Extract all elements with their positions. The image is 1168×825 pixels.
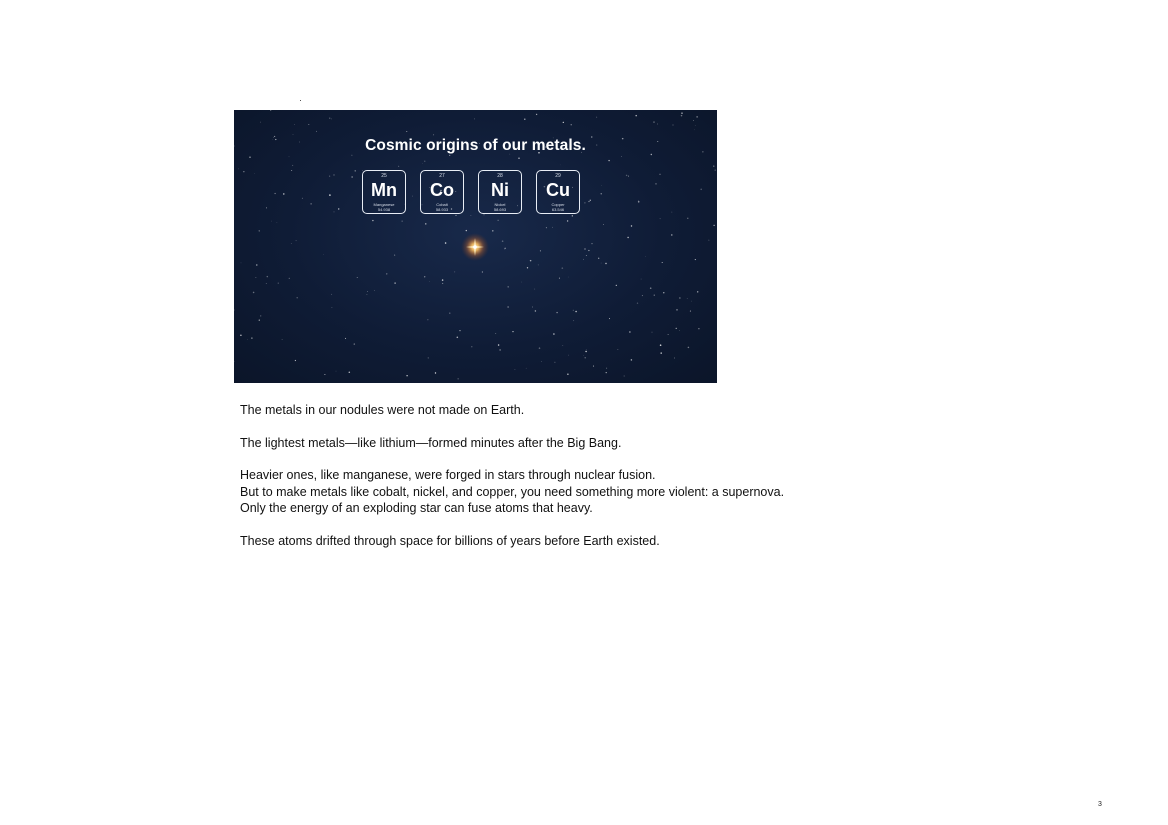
star-dot (695, 259, 696, 260)
star-dot (289, 278, 290, 279)
star-dot (653, 121, 654, 122)
notes-paragraph: Only the energy of an exploding star can fuse atoms that heavy. (240, 501, 593, 515)
star-dot (283, 193, 284, 194)
star-dot (471, 346, 472, 347)
atomic-number: 27 (439, 173, 445, 179)
star-dot (474, 119, 475, 120)
star-dot (238, 169, 239, 170)
star-dot (660, 352, 661, 353)
star-dot (308, 124, 309, 125)
star-dot (256, 277, 257, 278)
element-tiles (362, 170, 580, 214)
star-dot (266, 283, 267, 284)
star-dot (583, 355, 584, 356)
star-dot (554, 362, 555, 363)
speaker-notes (240, 402, 940, 549)
star-dot (637, 303, 638, 304)
star-dot (609, 318, 610, 319)
star-dot (642, 295, 643, 296)
star-dot (709, 240, 710, 241)
star-dot (471, 215, 472, 216)
star-dot (234, 310, 235, 311)
star-dot (573, 320, 574, 321)
star-dot (295, 360, 296, 361)
star-dot (267, 276, 268, 277)
star-dot (278, 283, 279, 284)
star-dot (331, 307, 332, 308)
star-dot (654, 295, 655, 296)
star-dot (713, 225, 714, 226)
star-dot (524, 119, 525, 120)
star-dot (645, 257, 646, 258)
star-dot (638, 200, 639, 201)
star-dot (427, 319, 428, 320)
star-dot (663, 292, 664, 293)
star-dot (567, 373, 568, 374)
page-number: 3 (1098, 801, 1102, 808)
star-dot (243, 171, 244, 172)
notes-paragraph: These atoms drifted through space for billions of years before Earth existed. (240, 533, 660, 548)
star-dot (681, 112, 683, 114)
star-dot (333, 174, 334, 175)
star-dot (635, 115, 637, 117)
star-dot (354, 343, 355, 344)
star-dot (563, 122, 564, 123)
star-dot (572, 215, 573, 216)
star-dot (591, 243, 592, 244)
star-dot (694, 129, 695, 130)
star-dot (584, 202, 585, 203)
star-dot (260, 122, 261, 123)
element-name: Manganese (373, 202, 395, 207)
star-dot (256, 264, 257, 265)
star-dot (398, 166, 399, 167)
star-dot (457, 337, 459, 339)
star-dot (459, 330, 460, 331)
star-dot (249, 157, 250, 158)
atomic-number: 28 (497, 173, 503, 179)
star-dot (291, 170, 292, 171)
star-dot (514, 369, 515, 370)
star-dot (499, 349, 500, 350)
star-dot (567, 220, 568, 221)
star-dot (575, 311, 577, 313)
star-dot (402, 221, 403, 222)
star-dot (681, 115, 683, 117)
star-dot (345, 338, 346, 339)
star-dot (695, 125, 696, 126)
supernova-star-icon (460, 232, 490, 262)
star-dot (296, 240, 297, 241)
star-dot (289, 156, 290, 157)
star-dot (596, 117, 597, 118)
star-dot (455, 215, 456, 216)
star-dot (535, 289, 536, 290)
star-dot (483, 214, 484, 215)
star-dot (498, 344, 500, 346)
star-dot (624, 376, 625, 377)
atomic-mass: 54.938 (377, 206, 391, 212)
star-dot (584, 248, 585, 249)
star-dot (601, 185, 602, 186)
star-dot (334, 212, 335, 213)
notes-paragraph: The lightest metals—like lithium—formed minutes after the Big Bang. (240, 435, 622, 450)
star-dot (424, 161, 425, 162)
stray-dot (300, 100, 301, 101)
star-dot (293, 134, 294, 135)
star-dot (700, 189, 702, 191)
star-dot (240, 334, 242, 336)
star-dot (291, 243, 292, 244)
star-dot (691, 301, 692, 302)
star-dot (688, 347, 690, 349)
star-dot (539, 347, 541, 349)
star-dot (357, 277, 358, 278)
notes-paragraph: But to make metals like cobalt, nickel, and copper, you need something more violent: a supernova. (240, 484, 785, 499)
star-dot (331, 294, 332, 295)
star-dot (629, 331, 630, 332)
star-dot (650, 287, 652, 289)
star-dot (693, 120, 694, 121)
star-dot (422, 163, 423, 164)
star-dot (292, 165, 293, 166)
star-dot (247, 339, 248, 340)
star-dot (608, 160, 609, 161)
star-dot (433, 135, 434, 136)
star-dot (277, 222, 278, 223)
star-dot (518, 158, 519, 159)
star-dot (386, 273, 387, 274)
star-dot (366, 294, 367, 295)
star-dot (660, 174, 661, 175)
star-dot (676, 309, 677, 310)
star-dot (505, 248, 506, 249)
star-dot (530, 260, 532, 262)
star-dot (586, 255, 587, 256)
star-dot (698, 328, 699, 329)
star-dot (425, 223, 426, 224)
star-dot (631, 359, 633, 361)
star-dot (652, 332, 653, 333)
star-dot (502, 240, 504, 242)
star-dot (713, 166, 714, 167)
star-dot (349, 372, 351, 374)
element-tile-cu (536, 170, 580, 214)
atomic-mass: 63.546 (551, 206, 565, 212)
star-dot (442, 283, 443, 284)
element-tile-ni (478, 170, 522, 214)
star-dot (606, 368, 607, 369)
atomic-number: 25 (381, 173, 387, 179)
star-dot (657, 124, 658, 125)
star-dot (336, 371, 337, 372)
star-dot (535, 310, 536, 311)
star-dot (679, 297, 680, 298)
star-dot (253, 292, 255, 294)
star-dot (324, 374, 325, 375)
star-dot (605, 263, 606, 264)
star-dot (482, 271, 483, 272)
star-dot (676, 328, 677, 329)
star-dot (673, 125, 674, 126)
star-dot (338, 208, 339, 209)
star-dot (584, 357, 585, 358)
star-dot (259, 230, 260, 231)
star-dot (540, 250, 541, 251)
star-dot (588, 250, 589, 251)
star-dot (660, 344, 662, 346)
star-dot (296, 297, 297, 298)
star-dot (310, 203, 311, 204)
star-dot (671, 212, 672, 213)
star-dot (585, 351, 586, 352)
star-dot (507, 286, 508, 287)
star-dot (435, 372, 436, 373)
star-dot (302, 198, 303, 199)
star-dot (631, 225, 632, 226)
star-dot (598, 258, 599, 259)
star-dot (655, 183, 656, 184)
star-dot (424, 276, 425, 277)
star-dot (573, 310, 574, 311)
star-dot (571, 124, 572, 125)
slide-image (234, 110, 717, 383)
star-dot (674, 358, 675, 359)
star-dot (552, 227, 553, 228)
element-name: Nickel (494, 202, 506, 207)
star-dot (668, 334, 669, 335)
star-dot (526, 368, 527, 369)
star-dot (367, 291, 368, 292)
star-dot (556, 312, 557, 313)
star-dot (559, 278, 560, 279)
element-symbol: Mn (371, 180, 397, 200)
atomic-mass: 58.933 (435, 206, 449, 212)
star-dot (546, 227, 547, 228)
star-dot (715, 170, 716, 171)
star-dot (294, 124, 295, 125)
notes-paragraph: Heavier ones, like manganese, were forged in stars through nuclear fusion. (240, 468, 656, 482)
star-dot (687, 298, 688, 299)
star-dot (266, 207, 267, 208)
star-dot (454, 272, 455, 273)
star-dot (458, 378, 459, 379)
star-dot (241, 263, 242, 264)
star-dot (628, 176, 629, 177)
star-dot (254, 173, 255, 174)
star-dot (616, 285, 617, 286)
star-dot (351, 176, 352, 177)
star-dot (282, 339, 283, 340)
star-dot (538, 264, 539, 265)
star-dot (661, 262, 662, 263)
star-dot (553, 333, 555, 335)
star-dot (406, 131, 407, 132)
star-dot (507, 306, 508, 307)
star-dot (270, 110, 271, 111)
star-dot (259, 319, 260, 320)
star-dot (374, 290, 375, 291)
star-dot (527, 267, 528, 268)
star-dot (445, 242, 447, 244)
star-dot (372, 220, 373, 221)
star-dot (590, 200, 591, 201)
star-dot (260, 315, 261, 316)
star-dot (532, 307, 533, 308)
star-dot (536, 114, 537, 115)
star-dot (568, 355, 569, 356)
star-dot (275, 193, 276, 194)
star-dot (449, 312, 450, 313)
star-dot (329, 194, 331, 196)
slide-title: Cosmic origins of our metals. (365, 137, 586, 154)
star-dot (271, 221, 272, 222)
element-symbol: Co (430, 180, 454, 200)
star-dot (442, 279, 443, 280)
star-dot (492, 230, 493, 231)
star-dot (568, 277, 569, 278)
star-dot (586, 349, 587, 350)
star-dot (606, 372, 607, 373)
star-dot (323, 254, 324, 255)
star-dot (618, 349, 619, 350)
star-dot (626, 175, 628, 177)
star-dot (697, 291, 698, 292)
star-dot (495, 333, 496, 334)
star-dot (627, 237, 628, 238)
element-tile-mn (362, 170, 406, 214)
star-dot (671, 234, 672, 235)
star-dot (641, 279, 642, 280)
star-dot (394, 255, 395, 256)
star-dot (601, 263, 602, 264)
star-dot (541, 361, 542, 362)
star-dot (601, 193, 602, 194)
star-dot (603, 224, 604, 225)
atomic-number: 29 (555, 173, 561, 179)
star-dot (562, 345, 563, 346)
star-dot (406, 375, 407, 376)
star-dot (696, 116, 697, 117)
star-dot (679, 330, 680, 331)
star-dot (355, 170, 356, 171)
atomic-mass: 58.693 (493, 206, 507, 212)
star-dot (394, 282, 395, 283)
star-dot (498, 220, 499, 221)
star-dot (560, 165, 561, 166)
element-tile-co (420, 170, 464, 214)
star-dot (331, 119, 332, 120)
star-dot (522, 282, 523, 283)
star-dot (329, 176, 330, 177)
star-dot (621, 156, 622, 157)
star-dot (583, 259, 584, 260)
star-dot (687, 218, 688, 219)
element-symbol: Ni (491, 180, 509, 200)
star-dot (512, 331, 513, 332)
star-dot (329, 118, 330, 119)
star-dot (562, 267, 564, 269)
star-dot (316, 131, 317, 132)
star-dot (690, 311, 691, 312)
star-dot (638, 201, 640, 203)
star-dot (660, 218, 661, 219)
notes-paragraph: The metals in our nodules were not made on Earth. (240, 403, 525, 417)
star-dot (593, 366, 594, 367)
star-dot (429, 281, 430, 282)
element-name: Cobalt (436, 202, 448, 207)
star-dot (251, 337, 252, 338)
star-dot (588, 201, 589, 202)
star-dot (428, 357, 429, 358)
element-symbol: Cu (546, 180, 570, 200)
element-name: Copper (551, 202, 565, 207)
